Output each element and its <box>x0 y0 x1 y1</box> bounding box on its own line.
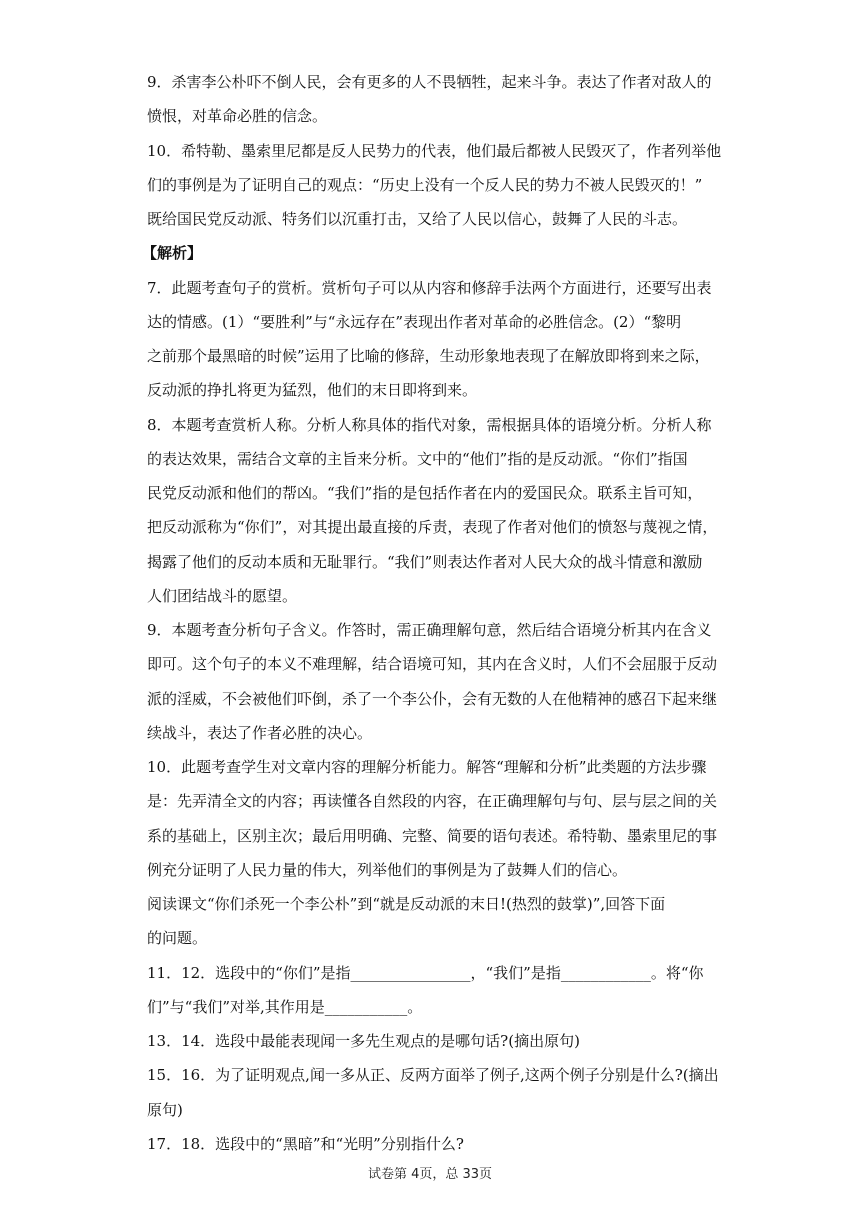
analysis-9-line-3: 派的淫威，不会被他们吓倒，杀了一个李公仆，会有无数的人在他精神的感召下起来继 <box>147 690 718 708</box>
analysis-7-line-1: 7．此题考查句子的赏析。赏析句子可以从内容和修辞手法两个方面进行，还要写出表 <box>147 279 712 297</box>
analysis-heading: 【解析】 <box>142 244 203 262</box>
question-15-line-2: 原句) <box>147 1101 183 1119</box>
answer-10-line-1: 10．希特勒、墨索里尼都是反人民势力的代表，他们最后都被人民毁灭了，作者列举他 <box>147 142 722 160</box>
analysis-10-line-1: 10．此题考查学生对文章内容的理解分析能力。解答“理解和分析”此类题的方法步骤 <box>147 758 707 776</box>
answer-9-line-2: 愤恨，对革命必胜的信念。 <box>147 107 328 125</box>
question-15-line-1: 15．16．为了证明观点,闻一多从正、反两方面举了例子,这两个例子分别是什么?(摘出 <box>147 1066 719 1084</box>
analysis-7-line-4: 反动派的挣扎将更为猛烈，他们的末日即将到来。 <box>147 381 478 399</box>
analysis-9-line-2: 即可。这个句子的本义不难理解，结合语境可知，其内在含义时，人们不会屈服于反动 <box>147 655 718 673</box>
analysis-7-line-2: 达的情感。(1）“要胜利”与“永远存在”表现出作者对革命的必胜信念。(2）“黎明 <box>147 313 682 331</box>
question-17-line-1: 17．18．选段中的“黑暗”和“光明”分别指什么? <box>147 1135 464 1153</box>
answer-10-line-2: 们的事例是为了证明自己的观点：“历史上没有一个反人民的势力不被人民毁灭的！” <box>147 176 703 194</box>
analysis-10-line-4: 例充分证明了人民力量的伟大，列举他们的事例是为了鼓舞人们的信心。 <box>147 861 628 879</box>
answer-10-line-3: 既给国民党反动派、特务们以沉重打击，又给了人民以信心，鼓舞了人民的斗志。 <box>147 210 688 228</box>
analysis-8-line-6: 人们团结战斗的愿望。 <box>147 587 298 605</box>
page-footer: 试卷第 4页，总 33页 <box>367 1167 493 1182</box>
analysis-7-line-3: 之前那个最黑暗的时候”运用了比喻的修辞，生动形象地表现了在解放即将到来之际， <box>147 347 710 365</box>
analysis-8-line-2: 的表达效果，需结合文章的主旨来分析。文中的“他们”指的是反动派。“你们”指国 <box>147 450 688 468</box>
answer-9-line-1: 9．杀害李公朴吓不倒人民，会有更多的人不畏牺牲，起来斗争。表达了作者对敌人的 <box>147 73 712 91</box>
question-11-line-2: 们”与“我们”对举,其作用是___________。 <box>147 998 423 1016</box>
analysis-8-line-1: 8．本题考查赏析人称。分析人称具体的指代对象，需根据具体的语境分析。分析人称 <box>147 416 712 434</box>
reading-instruction-line-1: 阅读课文“你们杀死一个李公朴”到“就是反动派的末日!(热烈的鼓掌)”,回答下面 <box>147 895 666 913</box>
reading-instruction-line-2: 的问题。 <box>147 929 208 947</box>
analysis-9-line-1: 9．本题考查分析句子含义。作答时，需正确理解句意，然后结合语境分析其内在含义 <box>147 621 712 639</box>
analysis-8-line-5: 揭露了他们的反动本质和无耻罪行。“我们”则表达作者对人民大众的战斗情意和激励 <box>147 553 703 571</box>
question-11-line-1: 11．12．选段中的“你们”是指________________，“我们”是指____________。将“你 <box>147 964 704 982</box>
analysis-8-line-3: 民党反动派和他们的帮凶。“我们”指的是包括作者在内的爱国民众。联系主旨可知， <box>147 484 703 502</box>
analysis-10-line-3: 系的基础上，区别主次；最后用明确、完整、简要的语句表述。希特勒、墨索里尼的事 <box>147 827 718 845</box>
question-13-line-1: 13．14．选段中最能表现闻一多先生观点的是哪句话?(摘出原句) <box>147 1032 580 1050</box>
analysis-8-line-4: 把反动派称为“你们”，对其提出最直接的斥责，表现了作者对他们的愤怒与蔑视之情， <box>147 518 718 536</box>
analysis-10-line-2: 是：先弄清全文的内容；再读懂各自然段的内容，在正确理解句与句、层与层之间的关 <box>147 792 718 810</box>
analysis-9-line-4: 续战斗，表达了作者必胜的决心。 <box>147 724 373 742</box>
